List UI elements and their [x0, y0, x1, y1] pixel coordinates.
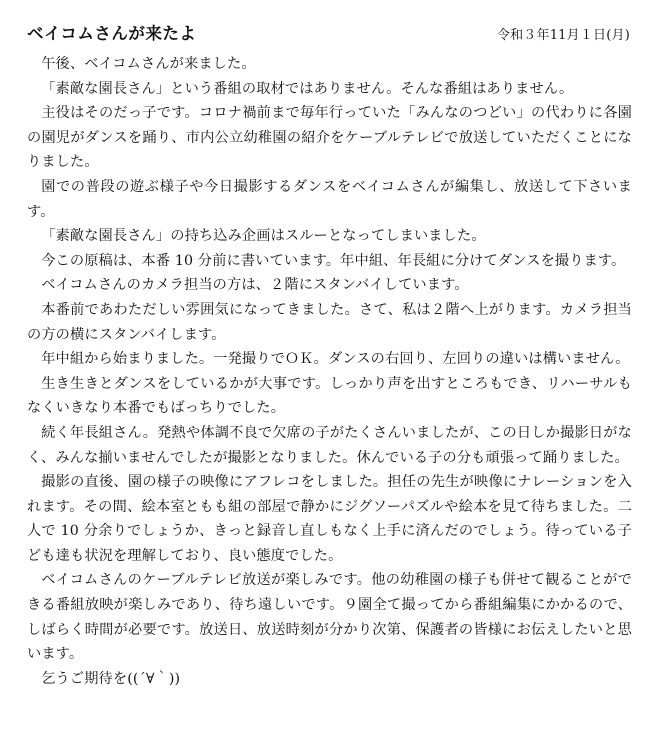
paragraph: 撮影の直後、園の様子の映像にアフレコをしました。担任の先生が映像にナレーションを入れます。その間、絵本室ともも組の部屋で静かにジグソーパズルや絵本を見て待ちました。二人で 10 分余りでしょうか、きっと録音し直しもなく上手に済んだのでしょう。待っている子ども達も状況を理解しており、良い態度でした。: [27, 474, 632, 564]
document-header: [27, 20, 632, 52]
paragraph: ベイコムさんのカメラ担当の方は、２階にスタンバイしています。: [41, 277, 469, 294]
paragraph: ベイコムさんのケーブルテレビ放送が楽しみです。他の幼稚園の様子も併せて観ることができる番組放映が楽しみであり、待ち遠しいです。９園全て撮ってから番組編集にかかるので、しばらく時間が必要です。放送日、放送時刻が分かり次第、保護者の皆様にお伝えしたいと思います。: [27, 572, 632, 663]
paragraph: 午後、ベイコムさんが来ました。: [41, 56, 256, 72]
paragraph: 「素敵な園長さん」の持ち込み企画はスルーとなってしまいました。: [41, 228, 486, 245]
paragraph: 今この原稿は、本番 10 分前に書いています。年中組、年長組に分けてダンスを撮ります。: [41, 252, 626, 269]
document-title: ベイコムさんが来たよ: [27, 24, 197, 43]
paragraph: 「素敵な園長さん」という番組の取材ではありません。そんな番組はありません。: [41, 80, 574, 97]
paragraph: 生き生きとダンスをしているかが大事です。しっかり声を出すところもでき、リハーサルもなくいきなり本番でもばっちりでした。: [27, 375, 632, 417]
paragraph: 主役はそのだっ子です。コロナ禍前まで毎年行っていた「みんなのつどい」の代わりに各園の園児がダンスを踊り、市内公立幼稚園の紹介をケーブルテレビで放送していただくことになりました。: [27, 105, 632, 171]
paragraph: 続く年長組さん。発熱や体調不良で欠席の子がたくさんいましたが、この日しか撮影日がなく、みんな揃いませんでしたが撮影となりました。休んでいる子の分も頑張って踊りました。: [27, 424, 632, 466]
paragraph: 園での普段の遊ぶ様子や今日撮影するダンスをベイコムさんが編集し、放送して下さいます。: [27, 178, 632, 220]
document-body: [27, 52, 632, 691]
paragraph: 本番前であわただしい雰囲気になってきました。さて、私は２階へ上がります。カメラ担当の方の横にスタンバイします。: [27, 301, 632, 343]
paragraph: 年中組から始まりました。一発撮りでＯＫ。ダンスの右回り、左回りの違いは構いません。: [41, 351, 630, 368]
paragraph: 乞うご期待を((´∀｀)): [41, 670, 181, 687]
document-date: 令和３年11月１日(月): [496, 28, 630, 43]
